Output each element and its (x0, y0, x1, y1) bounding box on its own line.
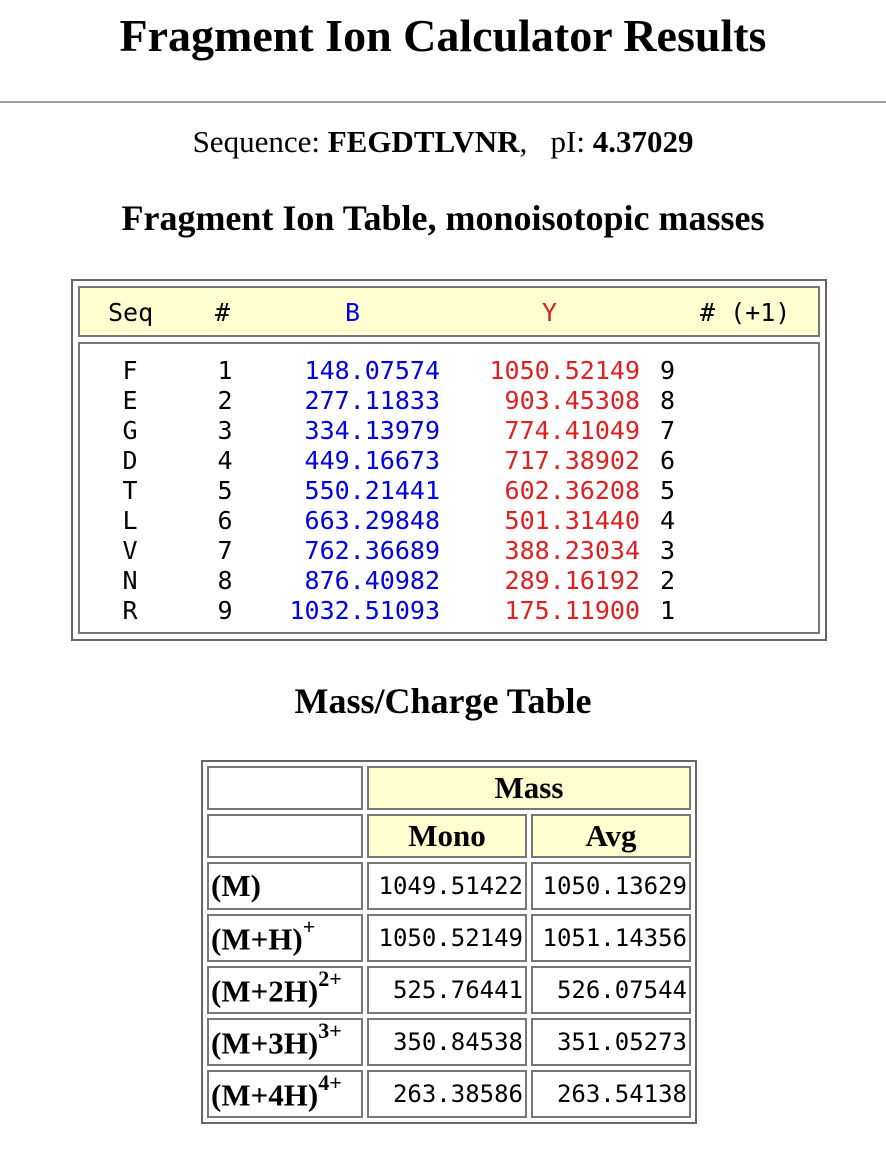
ion-label: (M) (211, 868, 261, 903)
residue-cell: G (122, 416, 138, 445)
fragment-ion-table (71, 279, 827, 641)
y-ion-cell: 501.31440 (504, 506, 640, 535)
header-num-plus1: # (+1) (700, 298, 791, 327)
ion-label-cell (207, 1070, 363, 1118)
empty-corner-cell (207, 766, 363, 810)
ion-label: (M+3H) (211, 1025, 319, 1061)
residue-cell: T (122, 476, 138, 505)
index-cell: 3 (217, 416, 233, 445)
mono-header: Mono (367, 814, 527, 858)
b-ion-cell: 762.36689 (304, 536, 440, 565)
ion-label-cell (207, 914, 363, 962)
index-cell: 7 (217, 536, 233, 565)
b-ion-cell: 1032.51093 (289, 596, 440, 625)
sequence-value: FEGDTLVNR (327, 124, 520, 159)
horizontal-rule (0, 101, 886, 103)
mono-mass-cell: 350.84538 (367, 1018, 527, 1066)
y-ion-cell: 903.45308 (504, 386, 640, 415)
y-ion-cell: 602.36208 (504, 476, 640, 505)
mono-mass-cell: 1050.52149 (367, 914, 527, 962)
ion-label: (M+4H) (211, 1077, 319, 1113)
sequence-line (0, 122, 886, 162)
header-y-ion: Y (542, 298, 558, 327)
mass-table-title: Mass/Charge Table (294, 681, 592, 721)
mass-charge-table (201, 760, 697, 1124)
charge-superscript: 4+ (318, 1070, 342, 1096)
y-ion-cell: 175.11900 (504, 596, 640, 625)
index-cell: 1 (217, 356, 233, 385)
b-ion-cell: 663.29848 (304, 506, 440, 535)
avg-mass-cell: 1051.14356 (531, 914, 691, 962)
sequence-label: Sequence: (192, 124, 320, 159)
b-ion-cell: 148.07574 (304, 356, 440, 385)
table-row (207, 1070, 691, 1118)
table-row (207, 1018, 691, 1066)
reverse-index-cell: 6 (660, 446, 676, 475)
table-row (80, 446, 818, 476)
table-row (80, 416, 818, 446)
ion-label-cell (207, 966, 363, 1014)
table-row (80, 506, 818, 536)
avg-mass-cell: 526.07544 (531, 966, 691, 1014)
index-cell: 6 (217, 506, 233, 535)
residue-cell: L (122, 506, 138, 535)
pi-label: pI: (550, 124, 585, 159)
avg-mass-cell: 351.05273 (531, 1018, 691, 1066)
pi-value: 4.37029 (592, 124, 694, 159)
y-ion-cell: 774.41049 (504, 416, 640, 445)
table-row (80, 386, 818, 416)
b-ion-cell: 876.40982 (304, 566, 440, 595)
sequence-separator: , (519, 124, 528, 159)
mono-avg-header-row (207, 814, 691, 858)
reverse-index-cell: 7 (660, 416, 676, 445)
table-row (80, 566, 818, 596)
table-row (80, 476, 818, 506)
avg-header: Avg (531, 814, 691, 858)
b-ion-cell: 449.16673 (304, 446, 440, 475)
fragment-table-header (78, 286, 820, 337)
index-cell: 8 (217, 566, 233, 595)
residue-cell: D (122, 446, 138, 475)
mass-header-row (207, 766, 691, 810)
mono-mass-cell: 1049.51422 (367, 862, 527, 910)
b-ion-cell: 277.11833 (304, 386, 440, 415)
table-row (80, 596, 818, 626)
table-row (207, 862, 691, 910)
reverse-index-cell: 3 (660, 536, 676, 565)
table-row (80, 536, 818, 566)
ion-label: (M+H) (211, 921, 303, 957)
avg-mass-cell: 263.54138 (531, 1070, 691, 1118)
residue-cell: V (122, 536, 138, 565)
index-cell: 9 (217, 596, 233, 625)
table-row (207, 966, 691, 1014)
y-ion-cell: 289.16192 (504, 566, 640, 595)
ion-label-cell (207, 1018, 363, 1066)
residue-cell: R (122, 596, 138, 625)
page-title: Fragment Ion Calculator Results (119, 10, 767, 61)
mono-mass-cell: 525.76441 (367, 966, 527, 1014)
index-cell: 4 (217, 446, 233, 475)
y-ion-cell: 388.23034 (504, 536, 640, 565)
index-cell: 2 (217, 386, 233, 415)
avg-mass-cell: 1050.13629 (531, 862, 691, 910)
fragment-rows (80, 356, 818, 626)
reverse-index-cell: 1 (660, 596, 676, 625)
residue-cell: N (122, 566, 138, 595)
ion-label-cell (207, 862, 363, 910)
reverse-index-cell: 5 (660, 476, 676, 505)
residue-cell: F (122, 356, 138, 385)
index-cell: 5 (217, 476, 233, 505)
reverse-index-cell: 9 (660, 356, 676, 385)
reverse-index-cell: 4 (660, 506, 676, 535)
header-num: # (215, 298, 231, 327)
y-ion-cell: 1050.52149 (489, 356, 640, 385)
header-b-ion: B (345, 298, 361, 327)
empty-corner-cell (207, 814, 363, 858)
ion-label: (M+2H) (211, 973, 319, 1009)
fragment-table-body (78, 342, 820, 634)
mass-group-header: Mass (367, 766, 691, 810)
b-ion-cell: 550.21441 (304, 476, 440, 505)
reverse-index-cell: 2 (660, 566, 676, 595)
charge-superscript: + (302, 914, 316, 940)
charge-superscript: 3+ (318, 1018, 342, 1044)
residue-cell: E (122, 386, 138, 415)
header-seq: Seq (108, 298, 154, 327)
table-row (207, 914, 691, 962)
b-ion-cell: 334.13979 (304, 416, 440, 445)
fragment-table-title: Fragment Ion Table, monoisotopic masses (121, 198, 765, 238)
reverse-index-cell: 8 (660, 386, 676, 415)
y-ion-cell: 717.38902 (504, 446, 640, 475)
mono-mass-cell: 263.38586 (367, 1070, 527, 1118)
charge-superscript: 2+ (318, 966, 342, 992)
table-row (80, 356, 818, 386)
